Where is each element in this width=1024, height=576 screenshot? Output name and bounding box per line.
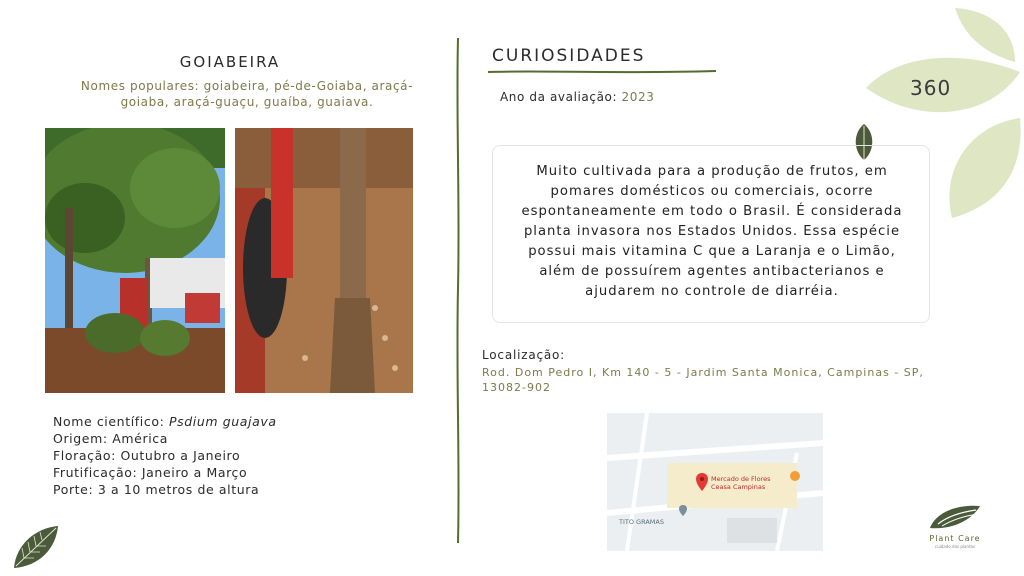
flowering-line: Floração: Outubro a Janeiro: [53, 448, 241, 463]
fruiting-line: Frutificação: Janeiro a Março: [53, 465, 248, 480]
curiosities-box: [492, 145, 930, 323]
year-value: 2023: [621, 90, 655, 104]
year-label: Ano da avaliação:: [500, 90, 618, 104]
logo-tagline: cuidado das plantas: [934, 544, 976, 549]
location-map[interactable]: [607, 413, 823, 551]
leaf-top-icon: [955, 8, 1015, 62]
tree-photo: [45, 128, 225, 393]
map-poi-icon: [790, 471, 800, 481]
logo-name: Plant Care: [929, 534, 981, 543]
scientific-value: Psdium guajava: [168, 414, 277, 429]
plant-info: [53, 413, 277, 498]
leaf-bottom-left-icon: [10, 522, 62, 572]
evaluation-year: [500, 90, 655, 104]
badge-number: 360: [910, 76, 952, 100]
scientific-name-line: [53, 413, 277, 430]
location-label: Localização:: [482, 348, 566, 362]
title-underline: [488, 68, 716, 76]
leaf-bottom-icon: [949, 118, 1020, 218]
size-line: Porte: 3 a 10 metros de altura: [53, 482, 260, 497]
popular-names: Nomes populares: goiabeira, pé-de-Goiaba, araçá-goiaba, araçá-guaçu, guaíba, guaiava.: [80, 79, 414, 109]
location-address: Rod. Dom Pedro I, Km 140 - 5 - Jardim Santa Monica, Campinas - SP, 13082-902: [482, 366, 924, 394]
curiosities-text: Muito cultivada para a produção de frutos, em pomares domésticos ou comerciais, ocorre espontaneamente em todo o Brasil. É considerada planta invasora nos Estados Unidos. Essa espécie possui mais vitamina C que a Laranja e o Limão, além de possuírem agentes antibacterianos e ajudarem no controle de diarréia.: [521, 164, 903, 299]
plant-title: GOIABEIRA: [179, 53, 281, 71]
vertical-divider: [455, 38, 461, 543]
map-place-label: Mercado de Flores Ceasa Campinas: [711, 475, 771, 491]
scientific-label: Nome científico:: [53, 414, 165, 429]
origin-line: Origem: América: [53, 431, 168, 446]
trunk-photo: [235, 128, 413, 393]
curiosities-title: CURIOSIDADES: [492, 46, 646, 66]
map-poi-label: TITO GRAMAS: [619, 518, 664, 526]
plant-care-logo-icon: [928, 502, 982, 532]
